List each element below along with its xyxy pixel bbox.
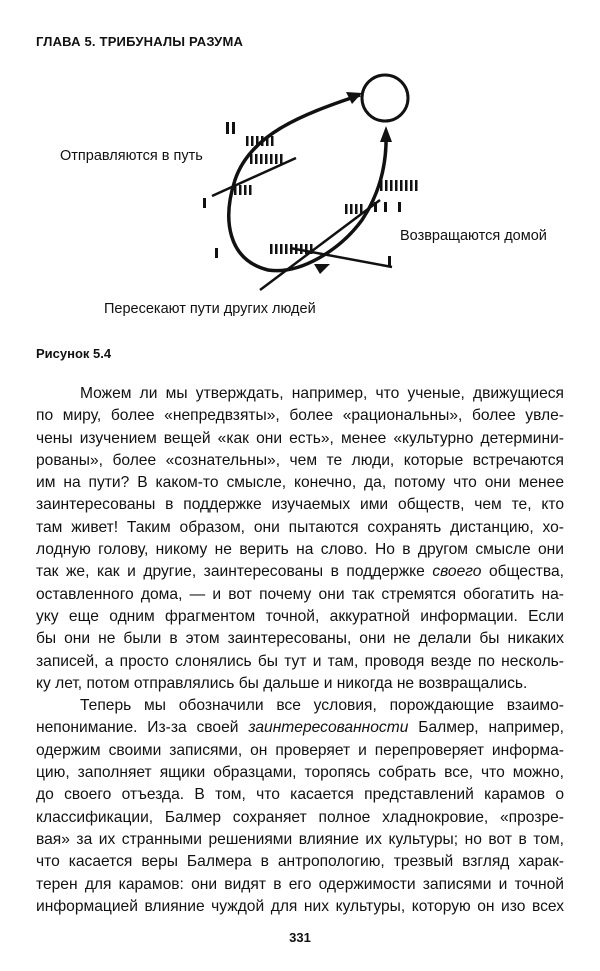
text-segment: Балмер, например, (408, 719, 564, 737)
figure-caption: Рисунок 5.4 (36, 346, 112, 361)
label-depart: Отправляются в путь (60, 148, 203, 164)
label-cross: Пересекают пути других людей (104, 301, 316, 317)
page-number: 331 (289, 930, 311, 945)
arrowhead-cross-icon (314, 264, 330, 274)
figure-5-4 (0, 60, 600, 330)
text-line: Теперь мы обозначили все условия, порождающие взаимо- (80, 697, 564, 715)
text-line: вая» за их странными решениями влияние их культуры; но вот в том, (36, 830, 564, 848)
center-circle-icon (362, 75, 408, 121)
emphasis: заинтересованности (248, 719, 409, 737)
chapter-header: ГЛАВА 5. ТРИБУНАЛЫ РАЗУМА (36, 34, 244, 49)
text-line: там живет! Таким образом, они пытаются сохранять дистанцию, хо- (36, 518, 564, 536)
text-line: бы они не были в этом заинтересованы, они не делали бы никаких (36, 630, 564, 648)
text-line: чены изучением вещей «как они есть», менее «культурно детермини- (36, 429, 564, 447)
arrowhead-up-icon (380, 126, 392, 142)
text-line (36, 717, 564, 739)
text-line: рованы», более «сознательны», чем те люди, которые встречаются (36, 451, 564, 469)
text-line: цию, заполняет ящики образцами, торопясь собрать все, что можно, (36, 764, 564, 782)
text-line: терен для карамов: они видят в его одержимости записями и точной (36, 875, 564, 893)
text-line: уку еще одним фрагментом точной, аккуратной информации. Если (36, 607, 564, 625)
text-line: одержим своими записями, он проверяет и перепроверяет информа- (36, 741, 564, 759)
text-line: ку лет, потом отправлялись бы дальше и никогда не возвращались. (36, 674, 528, 692)
text-line: информацией влияние чуждой для них культуры, которую он изо всех (36, 897, 564, 915)
label-return: Возвращаются домой (400, 228, 547, 244)
text-line: записей, а просто слонялись бы тут и там, проводя везде по несколь- (36, 652, 564, 670)
emphasis: своего (432, 563, 482, 581)
text-line: лодную голову, никому не верить на слово. Но в другом смысле они (36, 541, 564, 559)
text-line: Можем ли мы утверждать, например, что ученые, движущиеся (80, 385, 564, 402)
text-segment: так же, как и другие, заинтересованы в поддержке (36, 563, 433, 581)
text-line: оставленного дома, — и вот почему они так стремятся обогатить на- (36, 585, 564, 603)
text-line: по миру, более «непредвзяты», более «рациональны», более увле- (36, 407, 564, 425)
text-line: что касается веры Балмера в антропологию, трезвый взгляд харак- (36, 853, 564, 871)
text-line: заинтересованы в поддержке изучаемых ими обществ, чем те, кто (36, 496, 564, 514)
body-text (36, 383, 564, 918)
text-line (36, 561, 564, 583)
text-line: им на пути? В каком-то смысле, конечно, да, потому что они менее (36, 474, 564, 492)
text-segment: общества, (481, 563, 564, 581)
loop-diagram (0, 60, 600, 330)
text-line: классификации, Балмер сохраняет полное хладнокровие, «прозре- (36, 808, 564, 826)
text-line: до своего отъезда. В том, что касается представлений карамов о (36, 786, 564, 804)
path-depart-line (212, 158, 296, 196)
text-segment: непонимание. Из-за своей (36, 719, 249, 737)
